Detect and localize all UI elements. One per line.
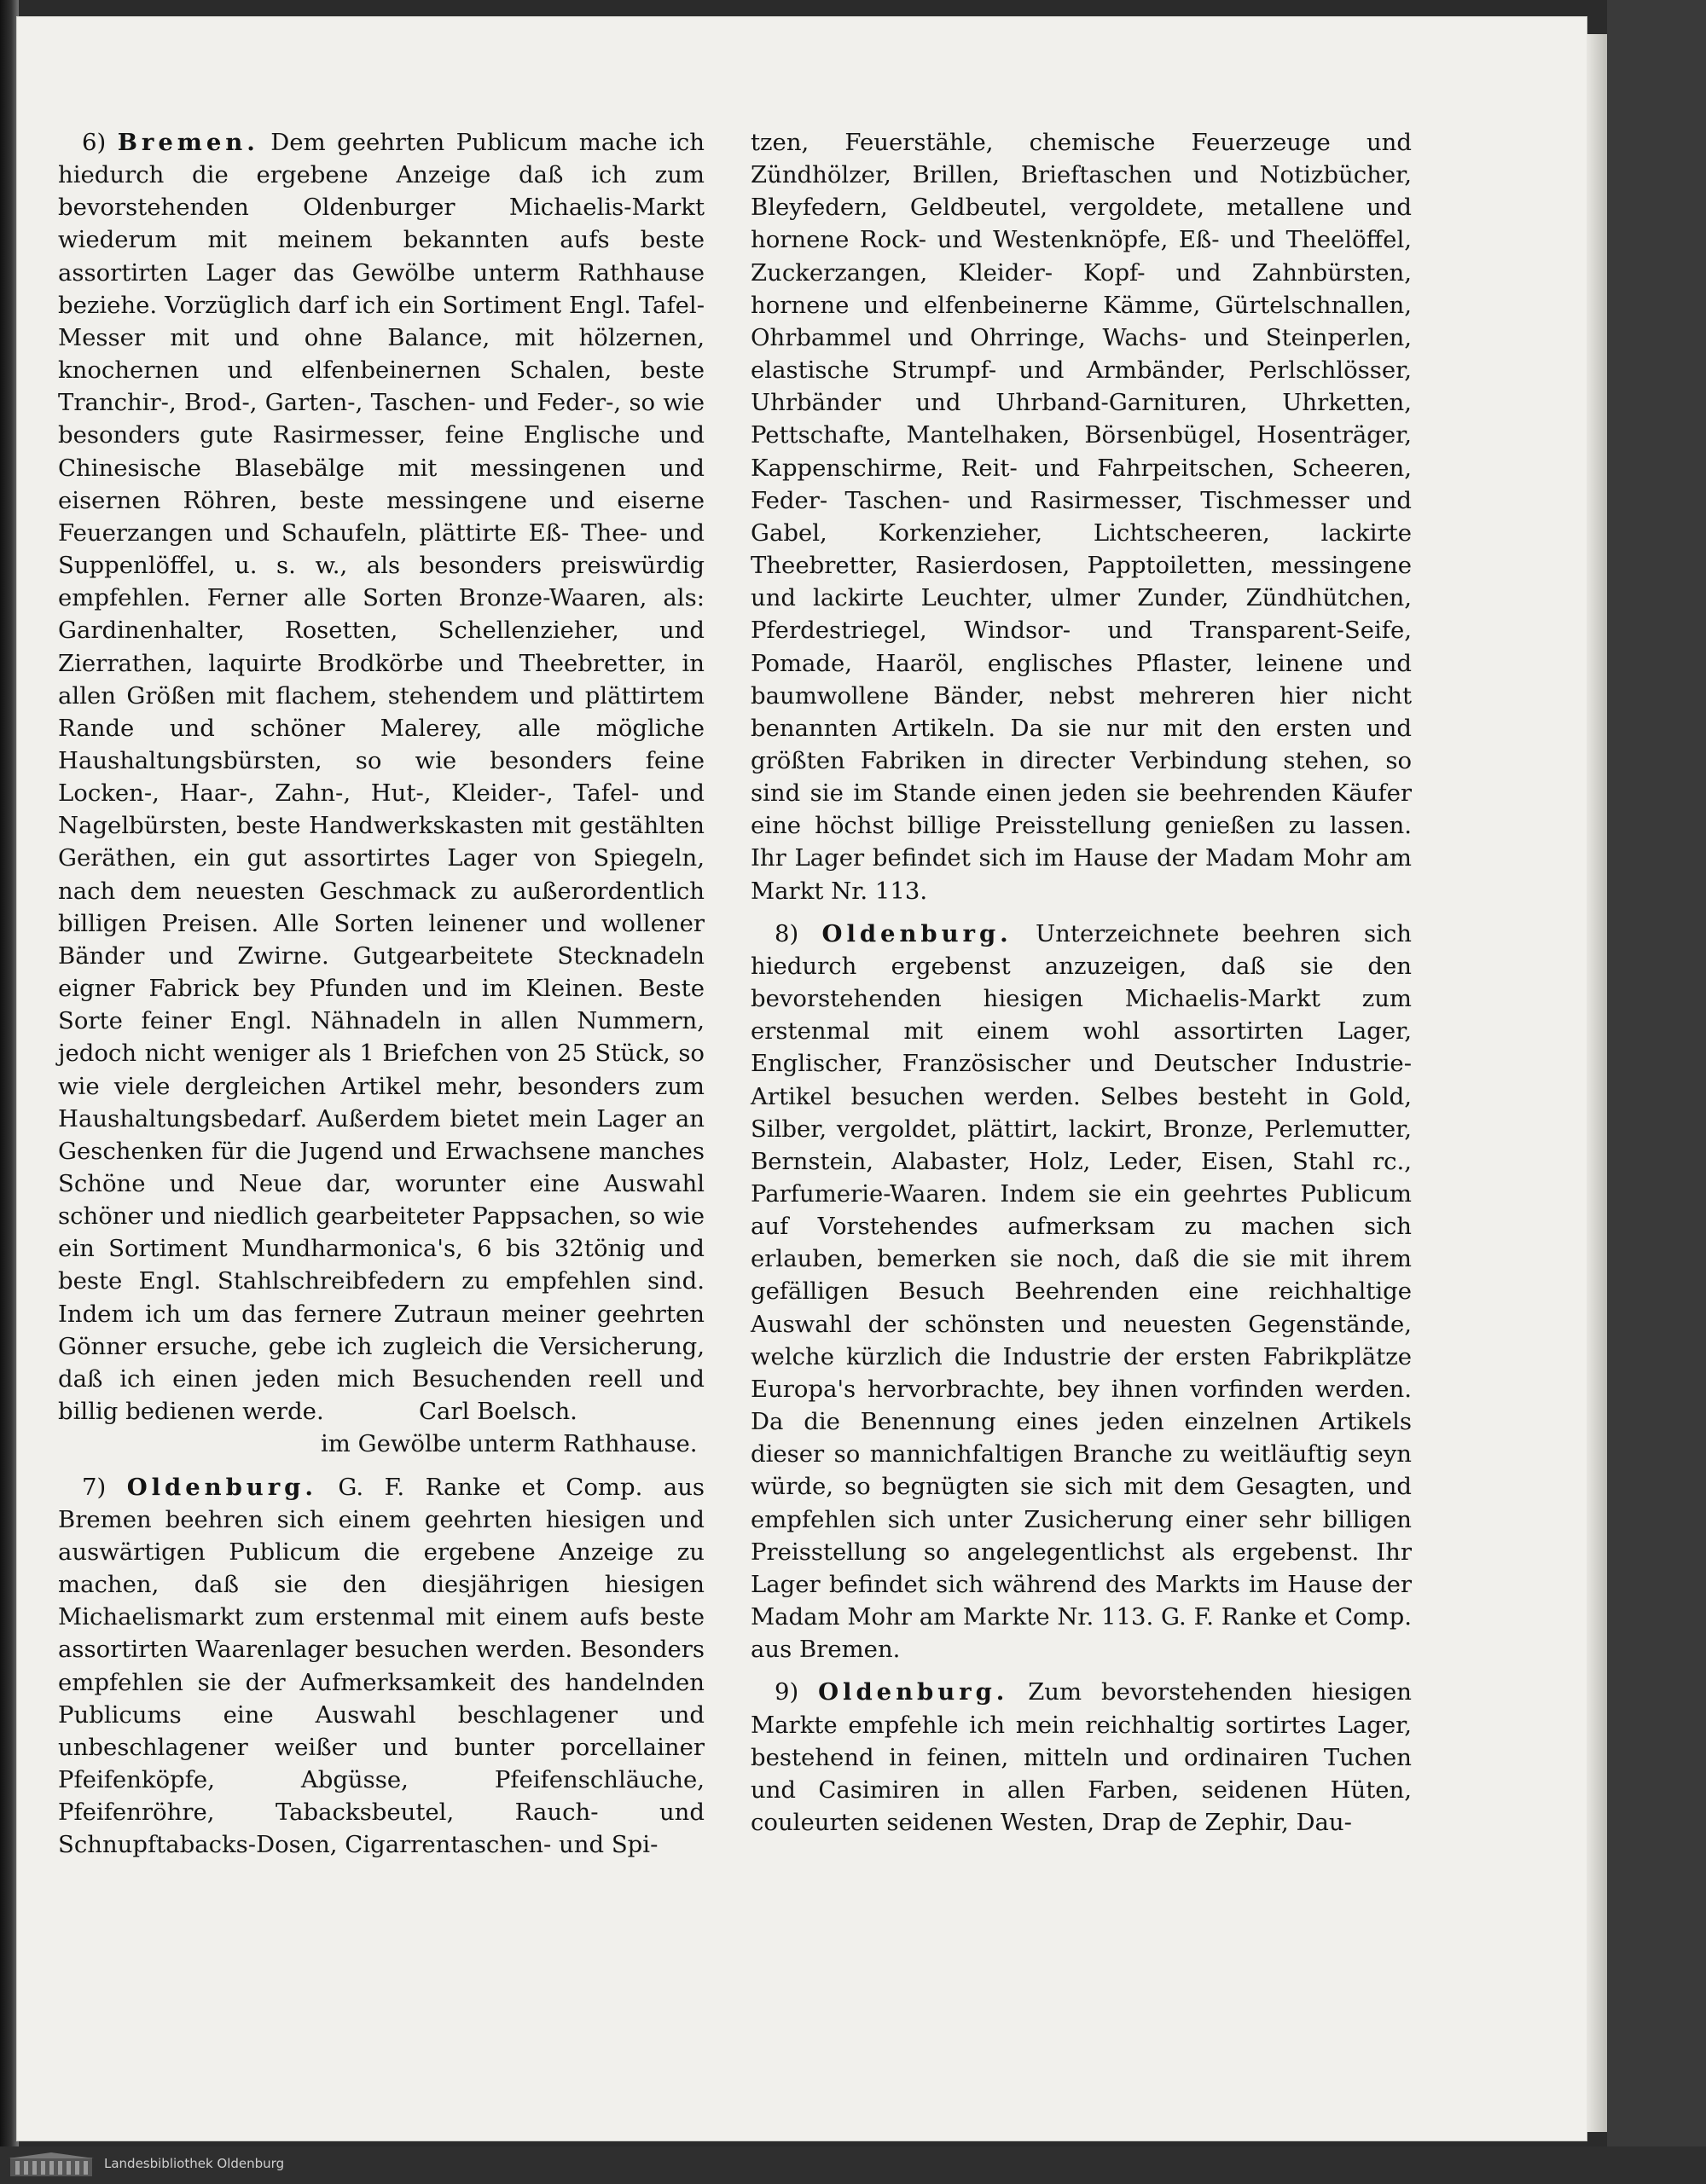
advert-6-number: 6)	[82, 129, 107, 156]
right-column	[751, 126, 1412, 1849]
left-column	[58, 126, 705, 1871]
advert-7-number: 7)	[82, 1473, 107, 1501]
advert-7-continued	[751, 126, 1412, 907]
advert-8-place: Oldenburg.	[821, 919, 1013, 947]
advert-8-signature: G. F. Ranke et Comp. aus Bremen.	[751, 1603, 1412, 1664]
advert-8-number: 8)	[775, 919, 799, 947]
advert-7-place: Oldenburg.	[126, 1473, 317, 1501]
advert-6-signature-place: im Gewölbe unterm Rathhause.	[321, 1430, 698, 1458]
advert-6-body: Dem geehrten Publicum mache ich hiedurch die ergebene Anzeige daß ich zum bevorstehenden Oldenburger Michaelis-Markt wiederum mit meinem bekannten aufs beste assortirten Lager das Gewölbe unterm Rathhause beziehe. Vorzüglich darf ich ein Sortiment Engl. Tafel-Messer mit und ohne Balance, mit hölzernen, knochernen und elfenbeinernen Schalen, beste Tranchir-, Brod-, Garten-, Taschen- und Feder-, so wie besonders gute Rasirmesser, feine Englische und Chinesische Blasebälge mit messingenen und eisernen Röhren, beste messingene und eiserne Feuerzangen und Schaufeln, plättirte Eß- Thee- und Suppenlöffel, u. s. w., als besonders preiswürdig empfehlen. Ferner alle Sorten Bronze-Waaren, als: Gardinenhalter, Rosetten, Schellenzieher, und Zierrathen, laquirte Brodkörbe und Theebretter, in allen Größen mit flachem, stehendem und plättirtem Rande und schöner Malerey, alle mögliche Haushaltungsbürsten, so wie besonders feine Locken-, Haar-, Zahn-, Hut-, Kleider-, Tafel- und Nagelbürsten, beste Handwerkskasten mit gestählten Geräthen, ein gut assortirtes Lager von Spiegeln, nach dem neuesten Geschmack zu außerordentlich billigen Preisen. Alle Sorten leinener und wollener Bänder und Zwirne. Gutgearbeitete Stecknadeln eigner Fabrick bey Pfunden und im Kleinen. Beste Sorte feiner Engl. Nähnadeln in allen Nummern, jedoch nicht weniger als 1 Briefchen von 25 Stück, so wie viele dergleichen Artikel mehr, besonders zum Haushaltungsbedarf. Außerdem bietet mein Lager an Geschenken für die Jugend und Erwachsene manches Schöne und Neue dar, worunter eine Auswahl schöner und niedlich gearbeiteter Pappsachen, so wie ein Sortiment Mundharmonica's, 6 bis 32tönig und beste Engl. Stahlschreibfedern zu empfehlen sind. Indem ich um das fernere Zutraun meiner geehrten Gönner ersuche, gebe ich zugleich die Versicherung, daß ich einen jeden mich Besuchenden reell und billig bedienen werde.	[58, 129, 705, 1426]
advert-6-place: Bremen.	[117, 129, 259, 156]
advert-6-signature-name: Carl Boelsch.	[419, 1398, 577, 1426]
advert-7	[58, 1471, 705, 1862]
advert-6	[58, 126, 705, 1461]
scan-left-edge	[0, 0, 19, 2184]
advert-8	[751, 918, 1412, 1666]
advert-9-number: 9)	[775, 1678, 799, 1706]
advert-7-body-continued: tzen, Feuerstähle, chemische Feuerzeuge und Zündhölzer, Brillen, Brieftaschen und Notizbücher, Bleyfedern, Geldbeutel, vergoldete, metallene und hornene Rock- und Westenknöpfe, Eß- und Theelöffel, Zuckerzangen, Kleider- Kopf- und Zahnbürsten, hornene und elfenbeinerne Kämme, Gürtelschnallen, Ohrbammel und Ohrringe, Wachs- und Steinperlen, elastische Strumpf- und Armbänder, Perlschlösser, Uhrbänder und Uhrband-Garnituren, Uhrketten, Pettschafte, Mantelhaken, Börsenbügel, Hosenträger, Kappenschirme, Reit- und Fahrpeitschen, Scheeren, Feder- Taschen- und Rasirmesser, Tischmesser und Gabel, Korkenzieher, Lichtscheeren, lackirte Theebretter, Rasierdosen, Papptoiletten, messingene und lackirte Leuchter, ulmer Zunder, Zündhütchen, Pferdestriegel, Windsor- und Transparent-Seife, Pomade, Haaröl, englisches Pflaster, leinene und baumwollene Bänder, nebst mehreren hier nicht benannten Artikeln. Da sie nur mit den ersten und größten Fabriken in directer Verbindung stehen, so sind sie im Stande einen jeden sie beehrenden Käufer eine höchst billige Preisstellung genießen zu lassen. Ihr Lager befindet sich im Hause der Madam Mohr am Markt Nr. 113.	[751, 129, 1412, 905]
advert-9-place: Oldenburg.	[818, 1678, 1009, 1706]
advert-9-body: Zum bevorstehenden hiesigen Markte empfehle ich mein reichhaltig sortirtes Lager, bestehend in feinen, mitteln und ordinairen Tuchen und Casimiren in allen Farben, seidenen Hüten, couleurten seidenen Westen, Drap de Zephir, Dau-	[751, 1678, 1412, 1836]
advert-9	[751, 1676, 1412, 1839]
page-right-edge	[1587, 34, 1607, 2132]
scan-background	[1607, 0, 1706, 2184]
advert-8-body: Unterzeichnete beehren sich hiedurch ergebenst anzuzeigen, daß sie den bevorstehenden hiesigen Michaelis-Markt zum erstenmal mit einem wohl assortirten Lager, Englischer, Französischer und Deutscher Industrie-Artikel besuchen werden. Selbes besteht in Gold, Silber, vergoldet, plättirt, lackirt, Bronze, Perlemutter, Bernstein, Alabaster, Holz, Leder, Eisen, Stahl rc., Parfumerie-Waaren. Indem sie ein geehrtes Publicum auf Vorstehendes aufmerksam zu machen sich erlauben, bemerken sie noch, daß die sie mit ihrem gefälligen Besuch Beehrenden eine reichhaltige Auswahl der schönsten und neuesten Gegenstände, welche kürzlich die Industrie der ersten Fabrikplätze Europa's hervorbrachte, bey ihnen vorfinden werden. Da die Benennung eines jeden einzelnen Artikels dieser so mannichfaltigen Branche zu weitläuftig seyn würde, so begnügten sie sich mit dem Gesagten, und empfehlen sich unter Zusicherung einer sehr billigen Preisstellung so angelegentlichst als ergebenst. Ihr Lager befindet sich während des Markts im Hause der Madam Mohr am Markte Nr. 113.	[751, 919, 1412, 1631]
footer-library-name: Landesbibliothek Oldenburg	[104, 2156, 285, 2171]
footer-bar	[0, 2146, 1706, 2184]
library-building-icon	[9, 2152, 94, 2178]
advert-7-body: G. F. Ranke et Comp. aus Bremen beehren sich einem geehrten hiesigen und auswärtigen Publicum die ergebene Anzeige zu machen, daß sie den diesjährigen hiesigen Michaelismarkt zum erstenmal mit einem aufs beste assortirten Waarenlager besuchen werden. Besonders empfehlen sie der Aufmerksamkeit des handelnden Publicums eine Auswahl beschlagener und unbeschlagener weißer und bunter porcellainer Pfeifenköpfe, Abgüsse, Pfeifenschläuche, Pfeifenröhre, Tabacksbeutel, Rauch- und Schnupftabacks-Dosen, Cigarrentaschen- und Spi-	[58, 1473, 705, 1859]
